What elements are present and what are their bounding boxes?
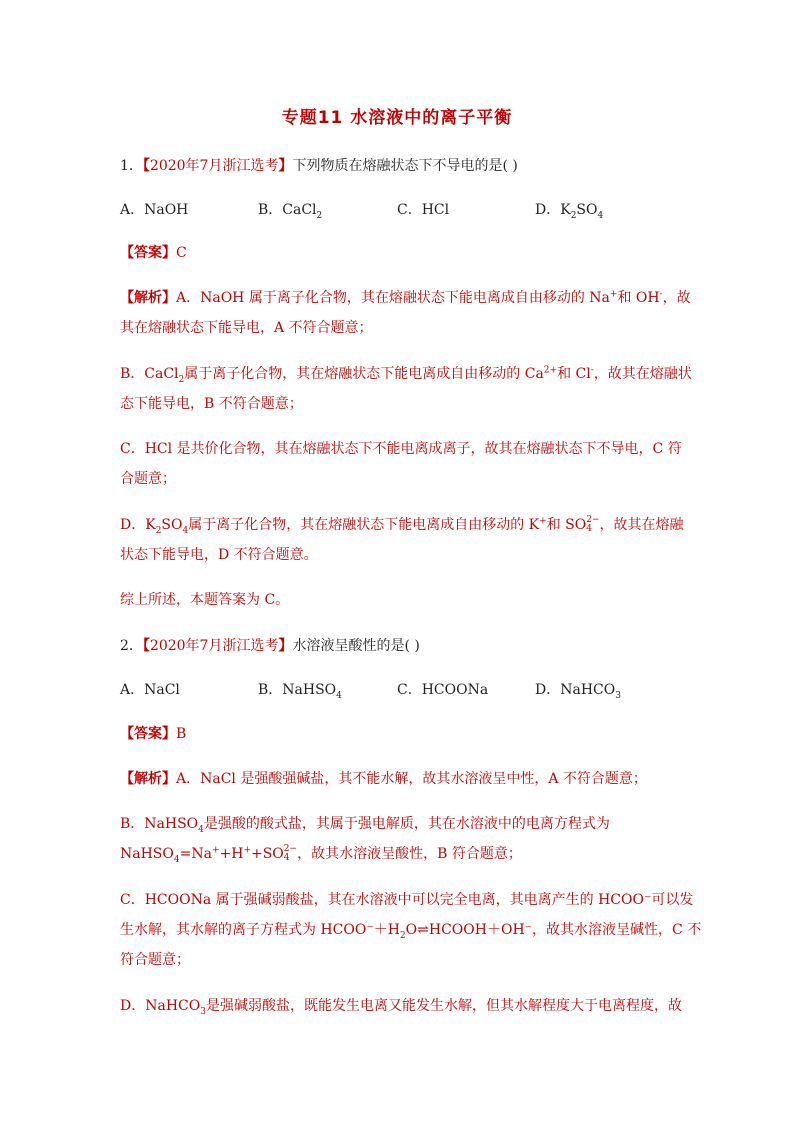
- question-source: 2020年7月浙江选考: [149, 158, 279, 174]
- analysis-1-c-cont: 合题意；: [120, 471, 176, 487]
- source-bracket-close: 】: [278, 638, 293, 654]
- analysis-text: +H: [219, 846, 244, 862]
- analysis-tag: 【解析】: [120, 290, 176, 306]
- option-d: [535, 200, 603, 220]
- answer-tag: 【答案】: [120, 726, 176, 742]
- subscript: 3: [200, 1006, 206, 1017]
- subscript: 4: [336, 690, 342, 701]
- answer-value: B: [176, 726, 187, 742]
- question-text: 下列物质在熔融状态下不导电的是( ): [292, 158, 518, 174]
- question-1-stem: [120, 156, 518, 176]
- analysis-1-a: [120, 288, 691, 308]
- superscript: +: [243, 845, 251, 856]
- analysis-1-d-cont: 状态下能导电，D 不符合题意。: [120, 547, 318, 563]
- analysis-text: 属于离子化合物，其在熔融状态下能电离成自由移动的 K: [188, 517, 540, 533]
- subscript: 2: [178, 374, 185, 385]
- analysis-1-d: [120, 515, 684, 535]
- analysis-text: =Na: [179, 846, 212, 862]
- subscript: 4: [198, 824, 204, 835]
- analysis-text: A．NaCl 是强酸强碱盐，其不能水解，故其水溶液呈中性，A 不符合题意；: [176, 771, 647, 787]
- option-a: A．NaCl: [120, 682, 180, 698]
- answer-tag: 【答案】: [120, 245, 176, 261]
- question-text: 水溶液呈酸性的是( ): [292, 638, 420, 654]
- analysis-text: D．NaHCO: [120, 998, 201, 1014]
- superscript: -: [590, 365, 594, 376]
- analysis-text: +SO: [250, 846, 284, 862]
- option-b: [258, 680, 342, 700]
- analysis-2-a: [120, 769, 647, 789]
- option-d-text-2: SO: [576, 202, 598, 218]
- answer-value: C: [176, 245, 187, 261]
- ion-subscript: 4: [586, 524, 592, 534]
- analysis-1-b: [120, 364, 692, 384]
- source-bracket-open: 【: [142, 638, 150, 654]
- analysis-2-b-eq: [120, 844, 522, 864]
- analysis-text: O⇌HCOOH＋OH⁻，故其水溶液呈碱性，C 不: [405, 922, 702, 938]
- analysis-text: D．K: [120, 517, 156, 533]
- superscript: +: [609, 289, 618, 300]
- subscript: 4: [173, 854, 180, 865]
- subscript: 2: [155, 525, 162, 536]
- superscript: +: [211, 845, 220, 856]
- subscript: 4: [182, 525, 189, 536]
- analysis-1-b-cont: 态下能导电，B 不符合题意；: [120, 396, 303, 412]
- analysis-text: ，故其水溶液呈酸性，B 符合题意；: [297, 846, 522, 862]
- analysis-text: B．NaHSO: [120, 816, 199, 832]
- analysis-text: NaHSO: [120, 846, 174, 862]
- analysis-text: 和 SO: [546, 517, 587, 533]
- subscript: 4: [597, 210, 604, 221]
- ion-charge: 2−: [283, 844, 298, 854]
- option-b-text: B．NaHSO: [258, 682, 337, 698]
- summary-1: 综上所述，本题答案为 C。: [120, 592, 290, 608]
- analysis-text: ，故其在熔融状: [593, 366, 692, 382]
- analysis-2-c: C．HCOONa 属于强碱弱酸盐，其在水溶液中可以完全电离，其电离产生的 HCOO⁻可以发: [120, 892, 694, 908]
- analysis-text: 是强碱弱酸盐，既能发生电离又能发生水解，但其水解程度大于电离程度，故: [205, 998, 682, 1014]
- superscript: 2+: [543, 365, 558, 376]
- source-bracket-close: 】: [278, 158, 293, 174]
- subscript: 2: [399, 930, 406, 941]
- subscript: 3: [615, 690, 621, 701]
- analysis-text: B．CaCl: [120, 366, 179, 382]
- analysis-1-c: C．HCl 是共价化合物，其在熔融状态下不能电离成离子，故其在熔融状态下不导电，C 符: [120, 441, 682, 457]
- analysis-2-c-cont: [120, 920, 701, 940]
- option-b: [258, 200, 322, 220]
- analysis-text: 和 OH: [617, 290, 660, 306]
- page-title: 专题11 水溶液中的离子平衡: [281, 108, 513, 128]
- analysis-text: 生水解，其水解的离子方程式为 HCOO⁻＋H: [120, 922, 400, 938]
- analysis-text: 是强酸的酸式盐，其属于强电解质，其在水溶液中的电离方程式为: [203, 816, 610, 832]
- question-number: 1．: [120, 158, 143, 174]
- option-d-text: D．NaHCO: [535, 682, 616, 698]
- option-c: C．HCOONa: [397, 682, 489, 698]
- answer-1: [120, 243, 187, 263]
- ion-charge: 2−: [586, 515, 600, 525]
- answer-2: [120, 724, 186, 744]
- source-bracket-open: 【: [142, 158, 150, 174]
- option-b-text: B．CaCl: [258, 202, 317, 218]
- analysis-text: 和 Cl: [557, 366, 591, 382]
- option-c: C．HCl: [397, 202, 450, 218]
- analysis-2-c-cont2: 符合题意；: [120, 952, 190, 968]
- question-source: 2020年7月浙江选考: [149, 638, 279, 654]
- ion-subscript: 4: [283, 853, 290, 863]
- subscript: 2: [316, 210, 323, 221]
- question-2-stem: [120, 636, 420, 656]
- analysis-text: A．NaOH 属于离子化合物，其在熔融状态下能电离成自由移动的 Na: [176, 290, 610, 306]
- superscript: +: [539, 516, 547, 527]
- option-a: A．NaOH: [120, 202, 189, 218]
- option-d: [535, 680, 621, 700]
- analysis-2-d: [120, 996, 682, 1016]
- analysis-2-b: [120, 814, 610, 834]
- analysis-text: ，故其在熔融: [599, 517, 684, 533]
- option-d-text: D．K: [535, 202, 571, 218]
- question-number: 2．: [120, 638, 143, 654]
- subscript: 2: [570, 210, 577, 221]
- analysis-text: 属于离子化合物，其在熔融状态下能电离成自由移动的 Ca: [184, 366, 544, 382]
- analysis-tag: 【解析】: [120, 771, 176, 787]
- superscript: -: [659, 289, 663, 300]
- analysis-1-a-cont: 其在熔融状态下能导电，A 不符合题意；: [120, 320, 373, 336]
- analysis-text: SO: [161, 517, 183, 533]
- analysis-text: ，故: [662, 290, 691, 306]
